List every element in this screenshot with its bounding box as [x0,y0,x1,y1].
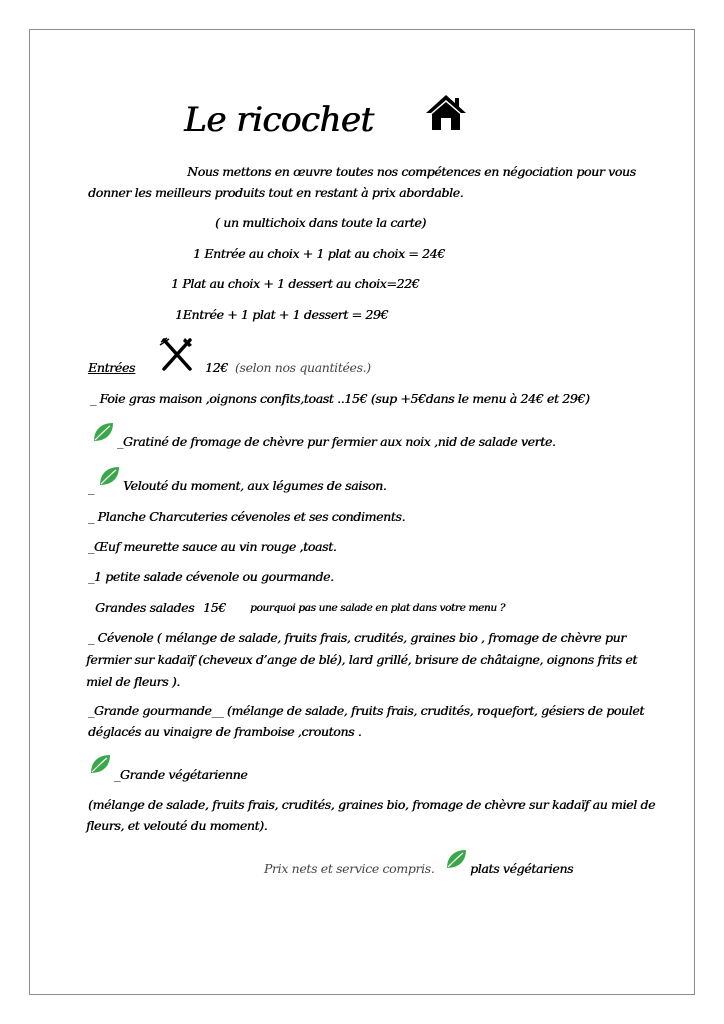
leaf-icon [92,421,114,443]
entrees-price: 12€ [205,360,228,375]
leaf-icon [98,465,120,487]
footer-prices: Prix nets et service compris. [264,861,435,876]
entree-oeuf: _Œuf meurette sauce au vin rouge ,toast. [88,539,337,554]
restaurant-title: Le ricochet [184,100,374,140]
leaf-icon [89,753,111,775]
veloute-prefix: _ [88,480,94,495]
entree-petite-salade: _1 petite salade cévenole ou gourmande. [88,569,334,584]
salads-heading: Grandes salades [95,600,195,615]
leaf-icon [445,848,467,870]
intro-line-2: donner les meilleurs produits tout en restant à prix abordable. [88,185,464,200]
salads-price: 15€ [203,600,226,615]
footer-legend: plats végétariens [470,861,574,876]
cevenole-line-3: miel de fleurs ). [86,674,180,689]
cevenole-line-1: _ Cévenole ( mélange de salade, fruits frais, crudités, graines bio , fromage de chèvre pur [88,630,626,645]
vegetarienne-line-1: (mélange de salade, fruits frais, crudités, graines bio, fromage de chèvre sur kadaïf au miel de [88,797,656,812]
formula-entree-plat: 1 Entrée au choix + 1 plat au choix = 24€ [193,246,445,261]
gourmande-line-1: _Grande gourmande__ (mélange de salade, fruits frais, crudités, roquefort, gésiers de poulet [88,703,644,718]
cevenole-line-2: fermier sur kadaïf (cheveux d’ange de blé), lard grillé, brisure de châtaigne, oignons frits et [86,652,637,667]
entree-charcuterie: _ Planche Charcuteries cévenoles et ses condiments. [88,509,406,524]
entree-gratine: _Gratiné de fromage de chèvre pur fermier aux noix ,nid de salade verte. [117,434,556,449]
intro-line-1: Nous mettons en œuvre toutes nos compétences en négociation pour vous [187,164,636,179]
entrees-note: (selon nos quantitées.) [235,360,371,375]
vegetarienne-line-2: fleurs, et velouté du moment). [86,818,268,833]
vegetarienne-title: _Grande végétarienne [114,767,248,782]
formula-full: 1Entrée + 1 plat + 1 dessert = 29€ [175,307,389,322]
formula-plat-dessert: 1 Plat au choix + 1 dessert au choix=22€ [171,276,420,291]
gourmande-line-2: déglacés au vinaigre de framboise ,croutons . [88,724,362,739]
home-icon [424,93,468,131]
entrees-heading: Entrées [88,360,135,375]
multichoice-note: ( un multichoix dans toute la carte) [215,215,426,230]
salads-note: pourquoi pas une salade en plat dans votre menu ? [250,602,505,614]
entree-veloute: Velouté du moment, aux légumes de saison. [123,478,387,493]
fork-knife-icon [158,336,196,372]
entree-foie-gras: _ Foie gras maison ,oignons confits,toast ..15€ (sup +5€dans le menu à 24€ et 29€) [90,391,590,406]
